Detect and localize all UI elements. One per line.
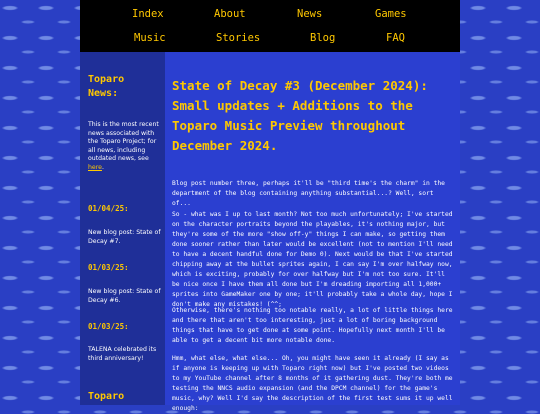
top-navigation: [80, 0, 460, 52]
nav-music-link[interactable]: Music: [134, 32, 166, 44]
news-item-text: New blog post: State of Decay #6.: [88, 288, 161, 304]
nav-about-link[interactable]: About: [214, 8, 246, 20]
post-title: State of Decay #3 (December 2024): Small updates + Additions to the Toparo Music Preview throughout December 2024.: [172, 78, 428, 153]
sidebar-footer-title: Toparo: [88, 391, 125, 402]
news-item-text: New blog post: State of Decay #7.: [88, 229, 161, 245]
page-container: [80, 0, 460, 412]
nav-blog-link[interactable]: Blog: [310, 32, 336, 44]
nav-stories-link[interactable]: Stories: [216, 32, 261, 44]
nav-index-link[interactable]: Index: [132, 8, 164, 20]
post-paragraph: So - what was I up to last month? Not too much unfortunately; I've started on the character portraits beyond the playables, it's nothing major, but they're some of the more "show off-y" things I can make, so getting them done sooner rather than later would be excellent (not to mention I'll need to have a decent handful done for Demo 0). Next would be that I've started chipping away at the bullet sprites again, I can say I'm over halfway now, which is exciting, probably for over halfway but I'm not too sure. It'll be nice once I have them all done but I'm dreading importing all 1,000+ sprites into GameMaker one by one; it'll probably take a whole day, hope I don't make any mistakes! (^^;: [172, 211, 453, 308]
news-date: 01/03/25:: [88, 263, 129, 272]
nav-faq-link[interactable]: FAQ: [386, 32, 405, 44]
post-paragraph: Hmm, what else, what else... Oh, you might have seen it already (I say as if anyone is keeping up with Toparo right now) but I've posted two videos to my YouTube channel after 8 months of it gathering dust. They're both me testing the NNCS audio expansion (and the DPCM channel) for the game's music, why? Well I'd say the description of the first test sums it up well enough:: [172, 355, 453, 412]
post-paragraph: Otherwise, there's nothing too notable really, a lot of little things here and there that aren't too interesting, just a lot of boring background things that have to get done at some point. Hopefully next month I'll be able to get a decent bit more notable done.: [172, 307, 453, 344]
news-date: 01/04/25:: [88, 204, 129, 213]
sidebar-title: Toparo News:: [88, 74, 125, 99]
sidebar-intro-text: This is the most recent news associated with the Toparo Project; for all news, including outdated news, see: [88, 121, 159, 163]
news-item-text: TALENA celebrated its third anniversary!: [88, 346, 157, 362]
nav-games-link[interactable]: Games: [375, 8, 407, 20]
nav-news-link[interactable]: News: [297, 8, 323, 20]
sidebar-intro: [88, 121, 162, 173]
news-sidebar: [80, 52, 165, 405]
sidebar-intro-end: .: [101, 163, 104, 171]
news-date: 01/03/25:: [88, 322, 129, 331]
all-news-link[interactable]: here: [88, 163, 102, 171]
blog-post: [165, 52, 460, 412]
post-paragraph: Blog post number three, perhaps it'll be "third time's the charm" in the department of the blog containing anything substantial...? Well, sort of...: [172, 180, 445, 207]
